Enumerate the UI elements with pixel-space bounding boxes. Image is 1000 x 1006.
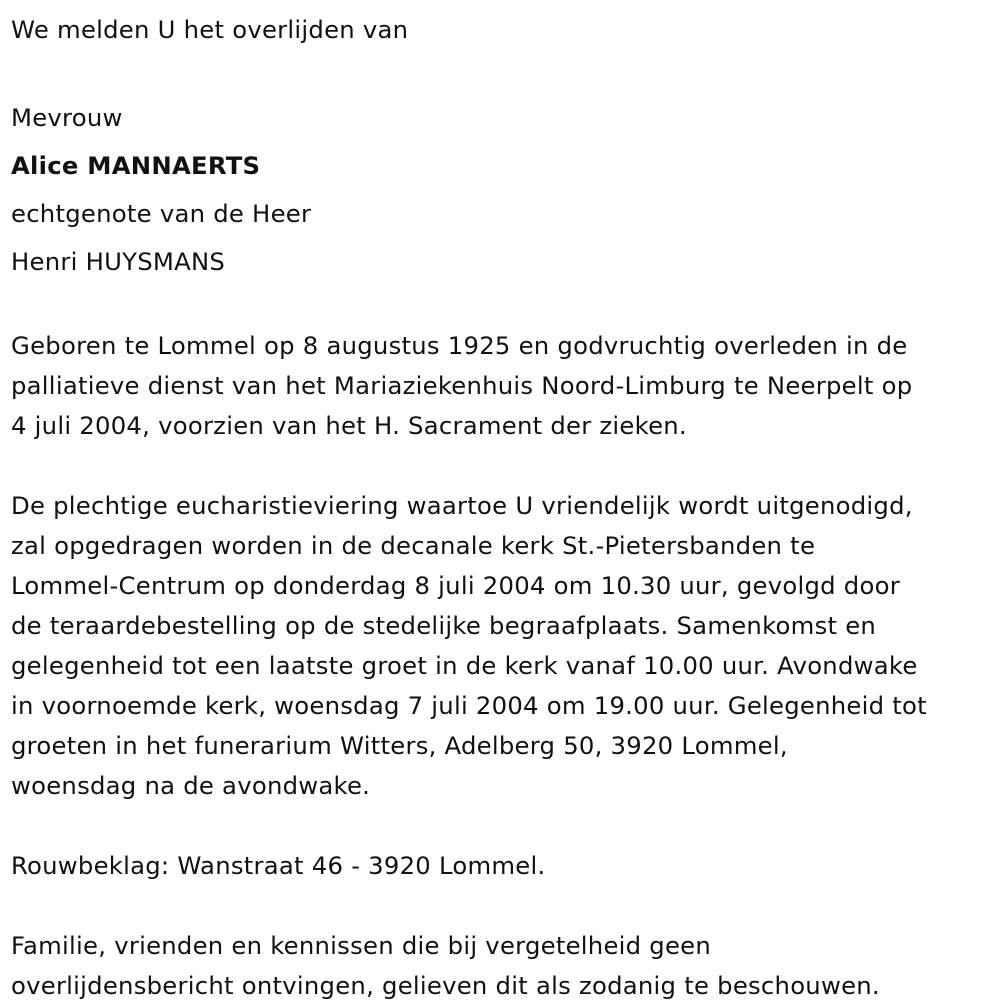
title-text: Mevrouw bbox=[11, 103, 123, 132]
deceased-name: Alice MANNAERTS bbox=[11, 151, 261, 180]
paragraph-line: palliatieve dienst van het Mariaziekenhuis Noord-Limburg te Neerpelt op bbox=[11, 371, 913, 400]
spacer bbox=[11, 446, 993, 486]
ceremony-paragraph bbox=[11, 486, 993, 806]
paragraph-line: overlijdensbericht ontvingen, gelieven dit als zodanig te beschouwen. bbox=[11, 971, 880, 1000]
spacer bbox=[11, 806, 993, 846]
relation-text: echtgenote van de Heer bbox=[11, 199, 312, 228]
spouse-name: Henri HUYSMANS bbox=[11, 247, 226, 276]
paragraph-line: De plechtige eucharistieviering waartoe U vriendelijk wordt uitgenodigd, bbox=[11, 491, 913, 520]
paragraph-line: 4 juli 2004, voorzien van het H. Sacrament der zieken. bbox=[11, 411, 687, 440]
paragraph-line: zal opgedragen worden in de decanale kerk St.-Pietersbanden te bbox=[11, 531, 816, 560]
spacer bbox=[11, 54, 993, 94]
spacer bbox=[11, 286, 993, 326]
paragraph-line: Geboren te Lommel op 8 augustus 1925 en godvruchtig overleden in de bbox=[11, 331, 908, 360]
closing-paragraph bbox=[11, 926, 993, 1006]
obituary-document bbox=[11, 6, 993, 1006]
paragraph-line: groeten in het funerarium Witters, Adelberg 50, 3920 Lommel, bbox=[11, 731, 788, 760]
paragraph-line: Familie, vrienden en kennissen die bij vergetelheid geen bbox=[11, 931, 712, 960]
paragraph-line: in voornoemde kerk, woensdag 7 juli 2004 om 19.00 uur. Gelegenheid tot bbox=[11, 691, 927, 720]
paragraph-line: Lommel-Centrum op donderdag 8 juli 2004 om 10.30 uur, gevolgd door bbox=[11, 571, 900, 600]
condolence-address: Rouwbeklag: Wanstraat 46 - 3920 Lommel. bbox=[11, 851, 546, 880]
intro-text: We melden U het overlijden van bbox=[11, 15, 409, 44]
condolence-paragraph bbox=[11, 846, 993, 886]
paragraph-line: woensdag na de avondwake. bbox=[11, 771, 371, 800]
birth-death-paragraph bbox=[11, 326, 993, 446]
announcement-header bbox=[11, 6, 993, 286]
paragraph-line: de teraardebestelling op de stedelijke begraafplaats. Samenkomst en bbox=[11, 611, 877, 640]
paragraph-line: gelegenheid tot een laatste groet in de kerk vanaf 10.00 uur. Avondwake bbox=[11, 651, 918, 680]
spacer bbox=[11, 886, 993, 926]
